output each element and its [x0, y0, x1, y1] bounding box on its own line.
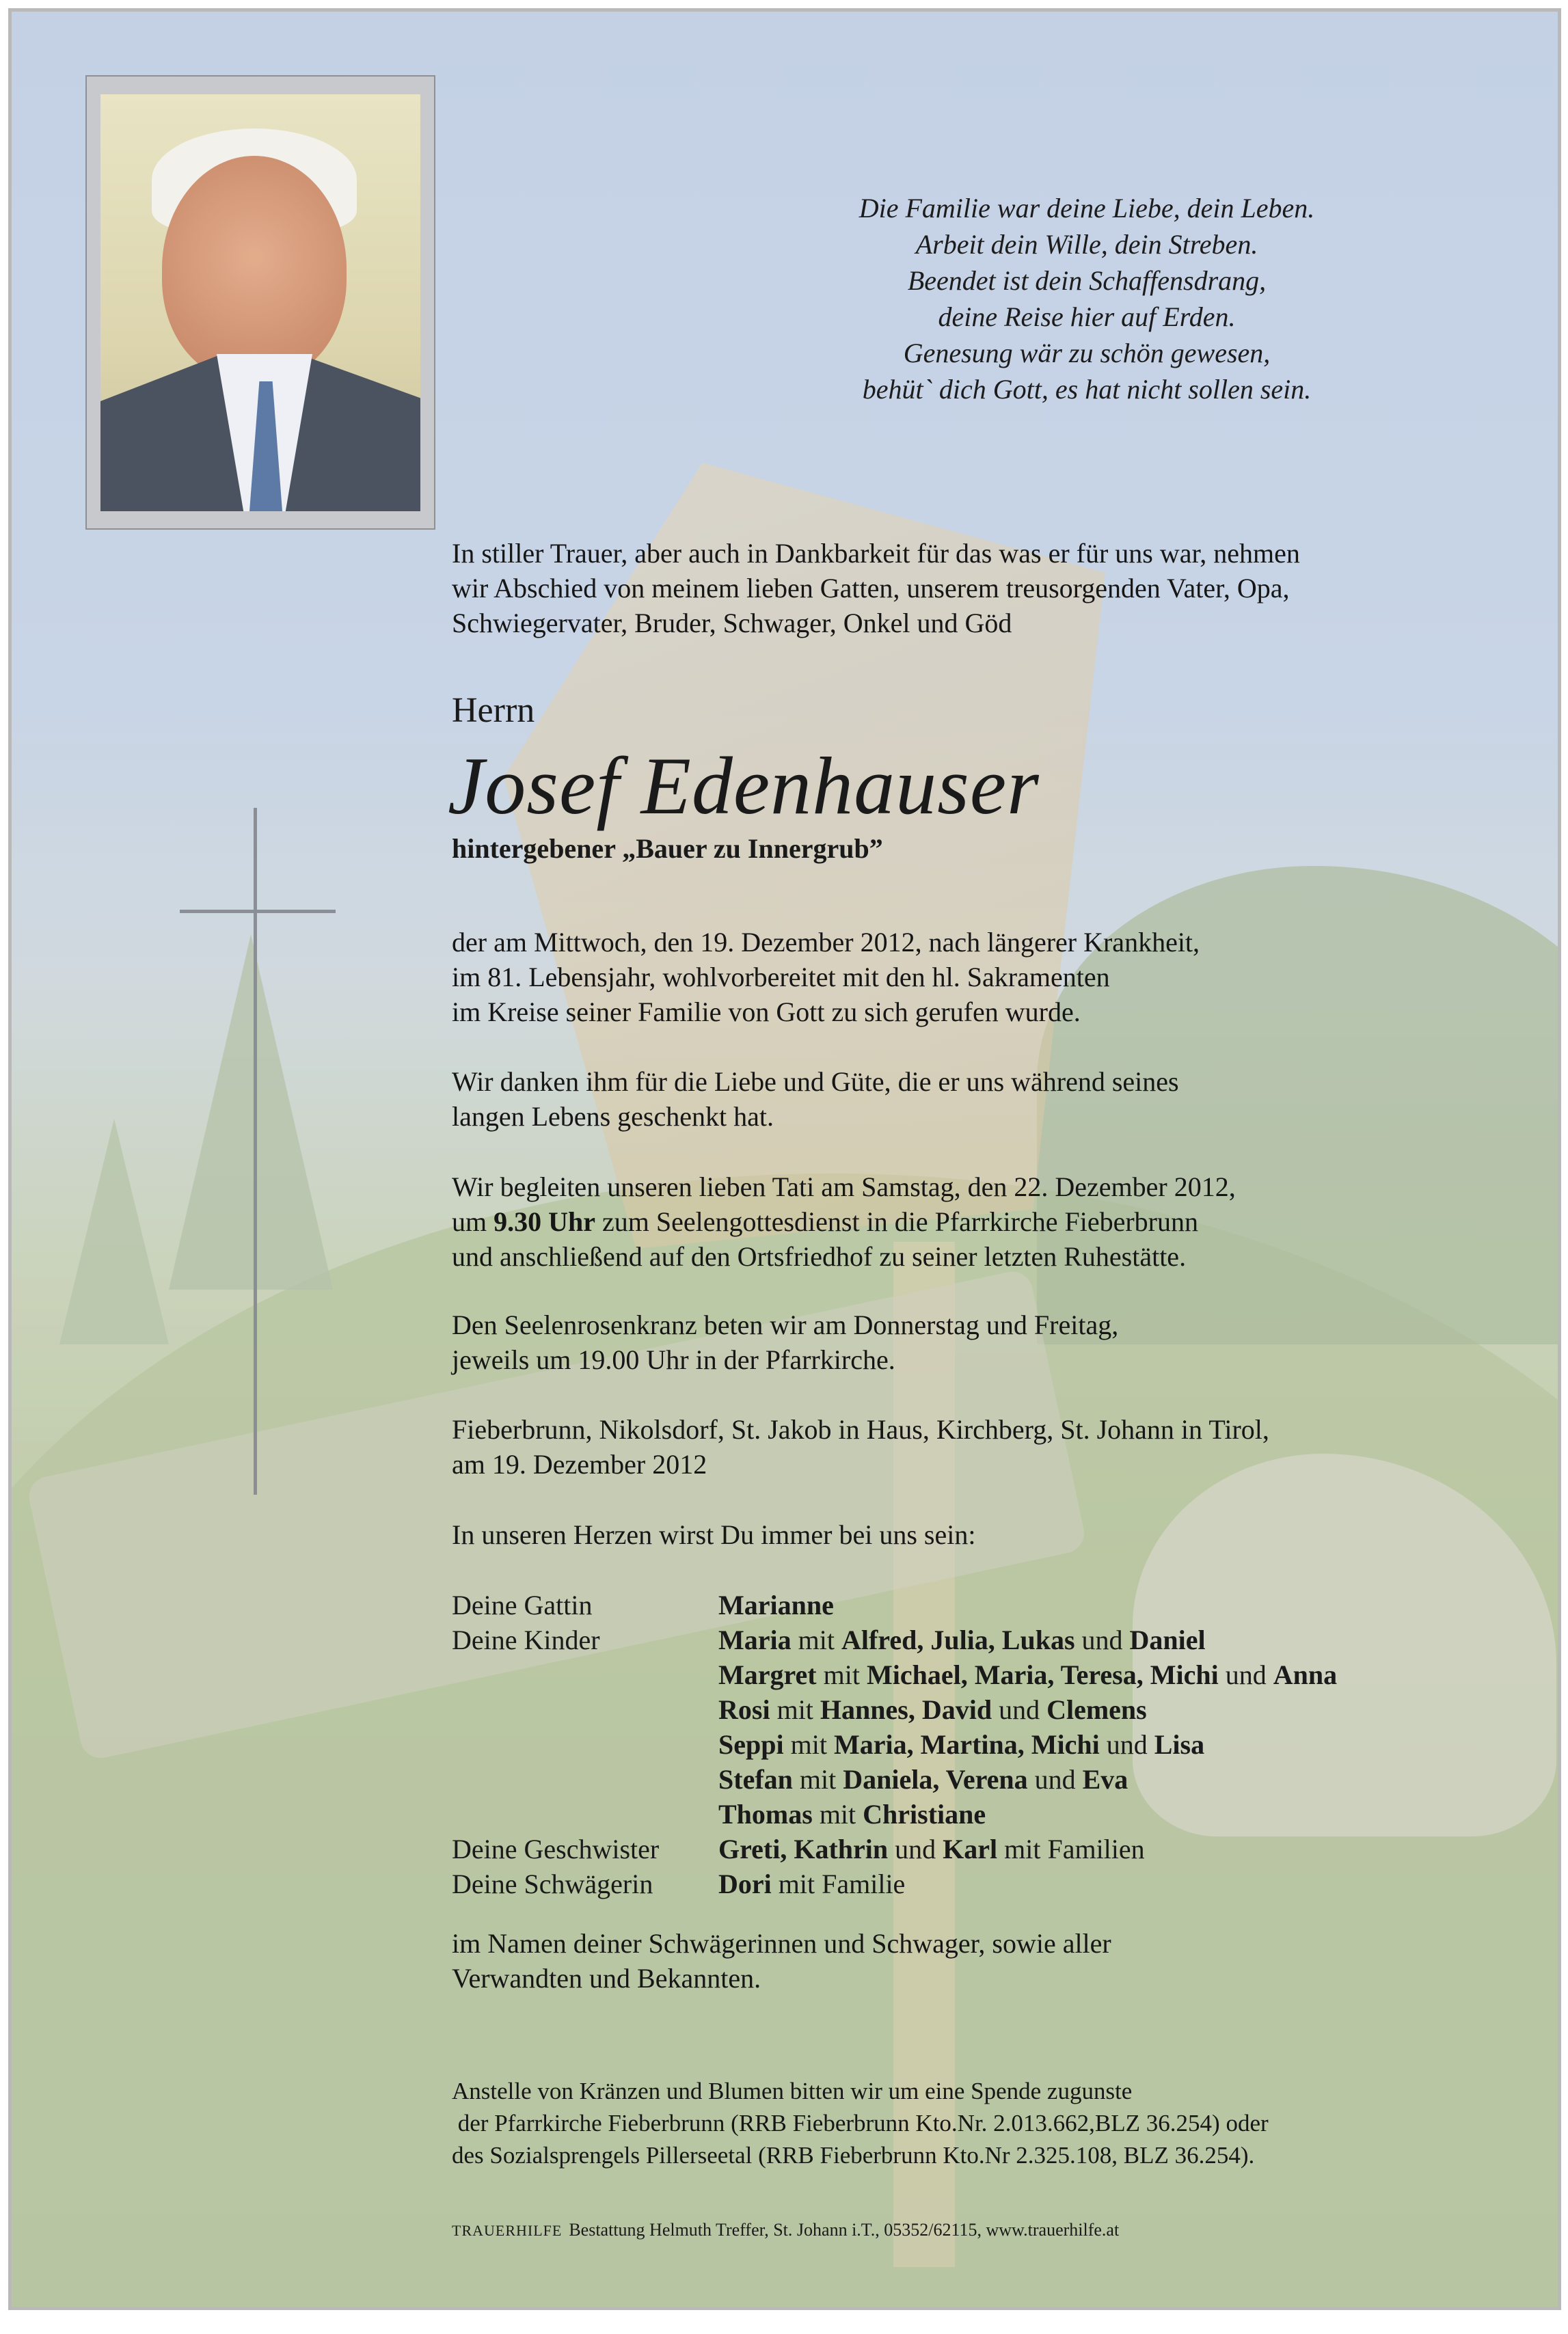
- family-row: Deine Geschwister Greti, Kathrin und Karl mit Familien: [452, 1834, 1145, 1864]
- thanks: Wir danken ihm für die Liebe und Güte, die er uns während seines langen Lebens geschenkt hat.: [452, 1066, 1179, 1132]
- intro: In stiller Trauer, aber auch in Dankbarkeit für das was er für uns war, nehmen wir Abschied von meinem lieben Gatten, unserem treusorgenden Vater, Opa, Schwiegervater, Bruder, Schwager, Onkel und Göd: [452, 538, 1300, 638]
- family-row: Thomas mit Christiane: [718, 1799, 986, 1830]
- donation-note: Anstelle von Kränzen und Blumen bitten wir um eine Spende zugunste der Pfarrkirche Fieberbrunn (RRB Fieberbrunn Kto.Nr. 2.013.662,BLZ 36.254) oder des Sozialsprengels Pillerseetal (RRB Fieberbrunn Kto.Nr 2.325.108, BLZ 36.254).: [452, 2078, 1269, 2169]
- rosary-info: Den Seelenrosenkranz beten wir am Donnerstag und Freitag, jeweils um 19.00 Uhr in der Pfarrkirche.: [452, 1310, 1119, 1375]
- portrait-frame: [85, 75, 435, 530]
- footer-text: Bestattung Helmuth Treffer, St. Johann i.T., 05352/62115, www.trauerhilfe.at: [569, 2220, 1120, 2240]
- family-row: Deine Gattin Marianne: [452, 1590, 834, 1620]
- portrait-photo: [100, 94, 420, 511]
- funeral-info: Wir begleiten unseren lieben Tati am Samstag, den 22. Dezember 2012, um 9.30 Uhr zum Seelengottesdienst in die Pfarrkirche Fieberbrunn und anschließend auf den Ortsfriedhof zu seiner letzten Ruhestätte.: [452, 1171, 1236, 1272]
- family-list: [452, 1588, 1337, 1901]
- family-row: Deine Schwägerin Dori mit Familie: [452, 1869, 906, 1899]
- footer: [452, 2220, 1119, 2240]
- poem: Die Familie war deine Liebe, dein Leben. Arbeit dein Wille, dein Streben. Beendet ist dein Schaffensdrang, deine Reise hier auf Erden. Genesung wär zu schön gewesen, behüt` dich Gott, es hat nicht sollen sein.: [859, 193, 1315, 405]
- subtitle: hintergebener „Bauer zu Innergrub”: [452, 833, 883, 864]
- hearts-line: In unseren Herzen wirst Du immer bei uns sein:: [452, 1519, 976, 1550]
- funeral-time: 9.30 Uhr: [494, 1206, 596, 1237]
- place-date: Fieberbrunn, Nikolsdorf, St. Jakob in Haus, Kirchberg, St. Johann in Tirol, am 19. Dezember 2012: [452, 1414, 1269, 1480]
- salutation: Herrn: [452, 691, 535, 730]
- family-row: Rosi mit Hannes, David und Clemens: [718, 1694, 1147, 1725]
- deceased-name: Josef Edenhauser: [448, 740, 1040, 831]
- relatives: im Namen deiner Schwägerinnen und Schwager, sowie aller Verwandten und Bekannten.: [452, 1928, 1111, 1994]
- brand-logo: TRAUERHILFE: [452, 2222, 563, 2239]
- family-row: Margret mit Michael, Maria, Teresa, Michi und Anna: [718, 1659, 1338, 1690]
- cross-bar: [180, 910, 336, 913]
- family-row: Seppi mit Maria, Martina, Michi und Lisa: [718, 1729, 1205, 1760]
- family-row: Stefan mit Daniela, Verena und Eva: [718, 1764, 1128, 1795]
- family-row: Deine Kinder Maria mit Alfred, Julia, Lukas und Daniel: [452, 1625, 1206, 1655]
- death-notice: der am Mittwoch, den 19. Dezember 2012, nach längerer Krankheit, im 81. Lebensjahr, wohlvorbereitet mit den hl. Sakramenten im Kreise seiner Familie von Gott zu sich gerufen wurde.: [452, 927, 1200, 1027]
